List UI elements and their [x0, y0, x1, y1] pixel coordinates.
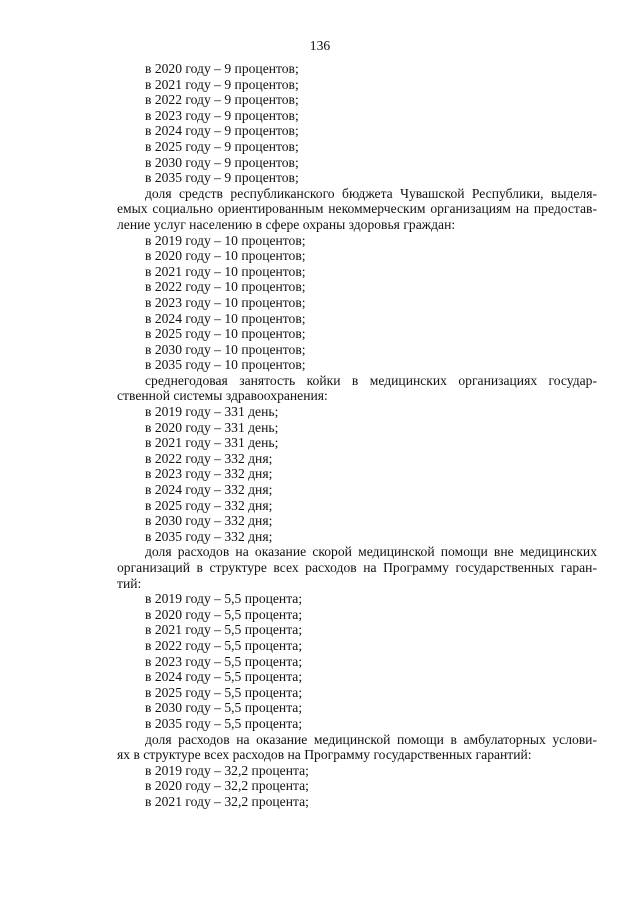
- paragraph-line: доля средств республиканского бюджета Чувашской Республики, выделя-: [145, 185, 597, 201]
- list-item: в 2024 году – 332 дня;: [145, 482, 273, 498]
- paragraph-line: доля расходов на оказание медицинской помощи в амбулаторных услови-: [145, 731, 597, 747]
- list-item: в 2035 году – 9 процентов;: [145, 170, 299, 186]
- list-item: в 2019 году – 5,5 процента;: [145, 591, 303, 607]
- list-item: в 2019 году – 10 процентов;: [145, 232, 306, 248]
- list-item: в 2020 году – 5,5 процента;: [145, 606, 303, 622]
- list-item: в 2035 году – 332 дня;: [145, 528, 273, 544]
- list-item: в 2022 году – 5,5 процента;: [145, 637, 303, 653]
- list-item: в 2023 году – 10 процентов;: [145, 294, 306, 310]
- list-item: в 2019 году – 331 день;: [145, 404, 279, 420]
- list-item: в 2019 году – 32,2 процента;: [145, 762, 309, 778]
- paragraph-line: емых социально ориентированным некоммерческим организациям на предостав-: [117, 201, 597, 217]
- list-item: в 2035 году – 5,5 процента;: [145, 715, 303, 731]
- list-item: в 2021 году – 9 процентов;: [145, 76, 299, 92]
- paragraph-line: ление услуг населению в сфере охраны здоровья граждан:: [117, 216, 456, 232]
- list-item: в 2030 году – 10 процентов;: [145, 341, 306, 357]
- paragraph-line: доля расходов на оказание скорой медицинской помощи вне медицинских: [145, 544, 597, 560]
- list-item: в 2035 году – 10 процентов;: [145, 357, 306, 373]
- list-item: в 2030 году – 5,5 процента;: [145, 700, 303, 716]
- indicator-block-3: [117, 373, 597, 545]
- paragraph-line: среднегодовая занятость койки в медицинских организациях государ-: [145, 372, 597, 388]
- list-item: в 2020 году – 331 день;: [145, 419, 279, 435]
- list-item: в 2022 году – 332 дня;: [145, 450, 273, 466]
- indicator-block-4: [117, 544, 597, 731]
- paragraph-line: организаций в структуре всех расходов на Программу государственных гаран-: [117, 560, 597, 575]
- list-item: в 2023 году – 5,5 процента;: [145, 653, 303, 669]
- document-body: [117, 61, 597, 810]
- list-item: в 2023 году – 9 процентов;: [145, 107, 299, 123]
- list-item: в 2023 году – 332 дня;: [145, 466, 273, 482]
- list-item: в 2022 году – 10 процентов;: [145, 279, 306, 295]
- list-item: в 2022 году – 9 процентов;: [145, 92, 299, 108]
- list-item: в 2021 году – 5,5 процента;: [145, 622, 303, 638]
- list-item: в 2024 году – 10 процентов;: [145, 310, 306, 326]
- list-item: в 2020 году – 10 процентов;: [145, 248, 306, 264]
- paragraph-line: ственной системы здравоохранения:: [117, 388, 328, 404]
- list-item: в 2030 году – 9 процентов;: [145, 154, 299, 170]
- indicator-block-1: [117, 61, 597, 186]
- list-item: в 2020 году – 9 процентов;: [145, 61, 299, 76]
- list-item: в 2025 году – 332 дня;: [145, 497, 273, 513]
- list-item: в 2030 году – 332 дня;: [145, 513, 273, 529]
- list-item: в 2024 году – 9 процентов;: [145, 123, 299, 139]
- list-item: в 2024 году – 5,5 процента;: [145, 669, 303, 685]
- list-item: в 2025 году – 9 процентов;: [145, 138, 299, 154]
- list-item: в 2025 году – 5,5 процента;: [145, 684, 303, 700]
- paragraph-line: ях в структуре всех расходов на Программу государственных гарантий:: [117, 747, 532, 763]
- paragraph-line: тий:: [117, 575, 142, 591]
- list-item: в 2021 году – 10 процентов;: [145, 263, 306, 279]
- page-number: 136: [309, 38, 331, 53]
- list-item: в 2025 году – 10 процентов;: [145, 326, 306, 342]
- indicator-block-2: [117, 186, 597, 373]
- list-item: в 2021 году – 32,2 процента;: [145, 793, 309, 809]
- list-item: в 2020 году – 32,2 процента;: [145, 778, 309, 794]
- list-item: в 2021 году – 331 день;: [145, 435, 279, 451]
- indicator-block-5: [117, 732, 597, 810]
